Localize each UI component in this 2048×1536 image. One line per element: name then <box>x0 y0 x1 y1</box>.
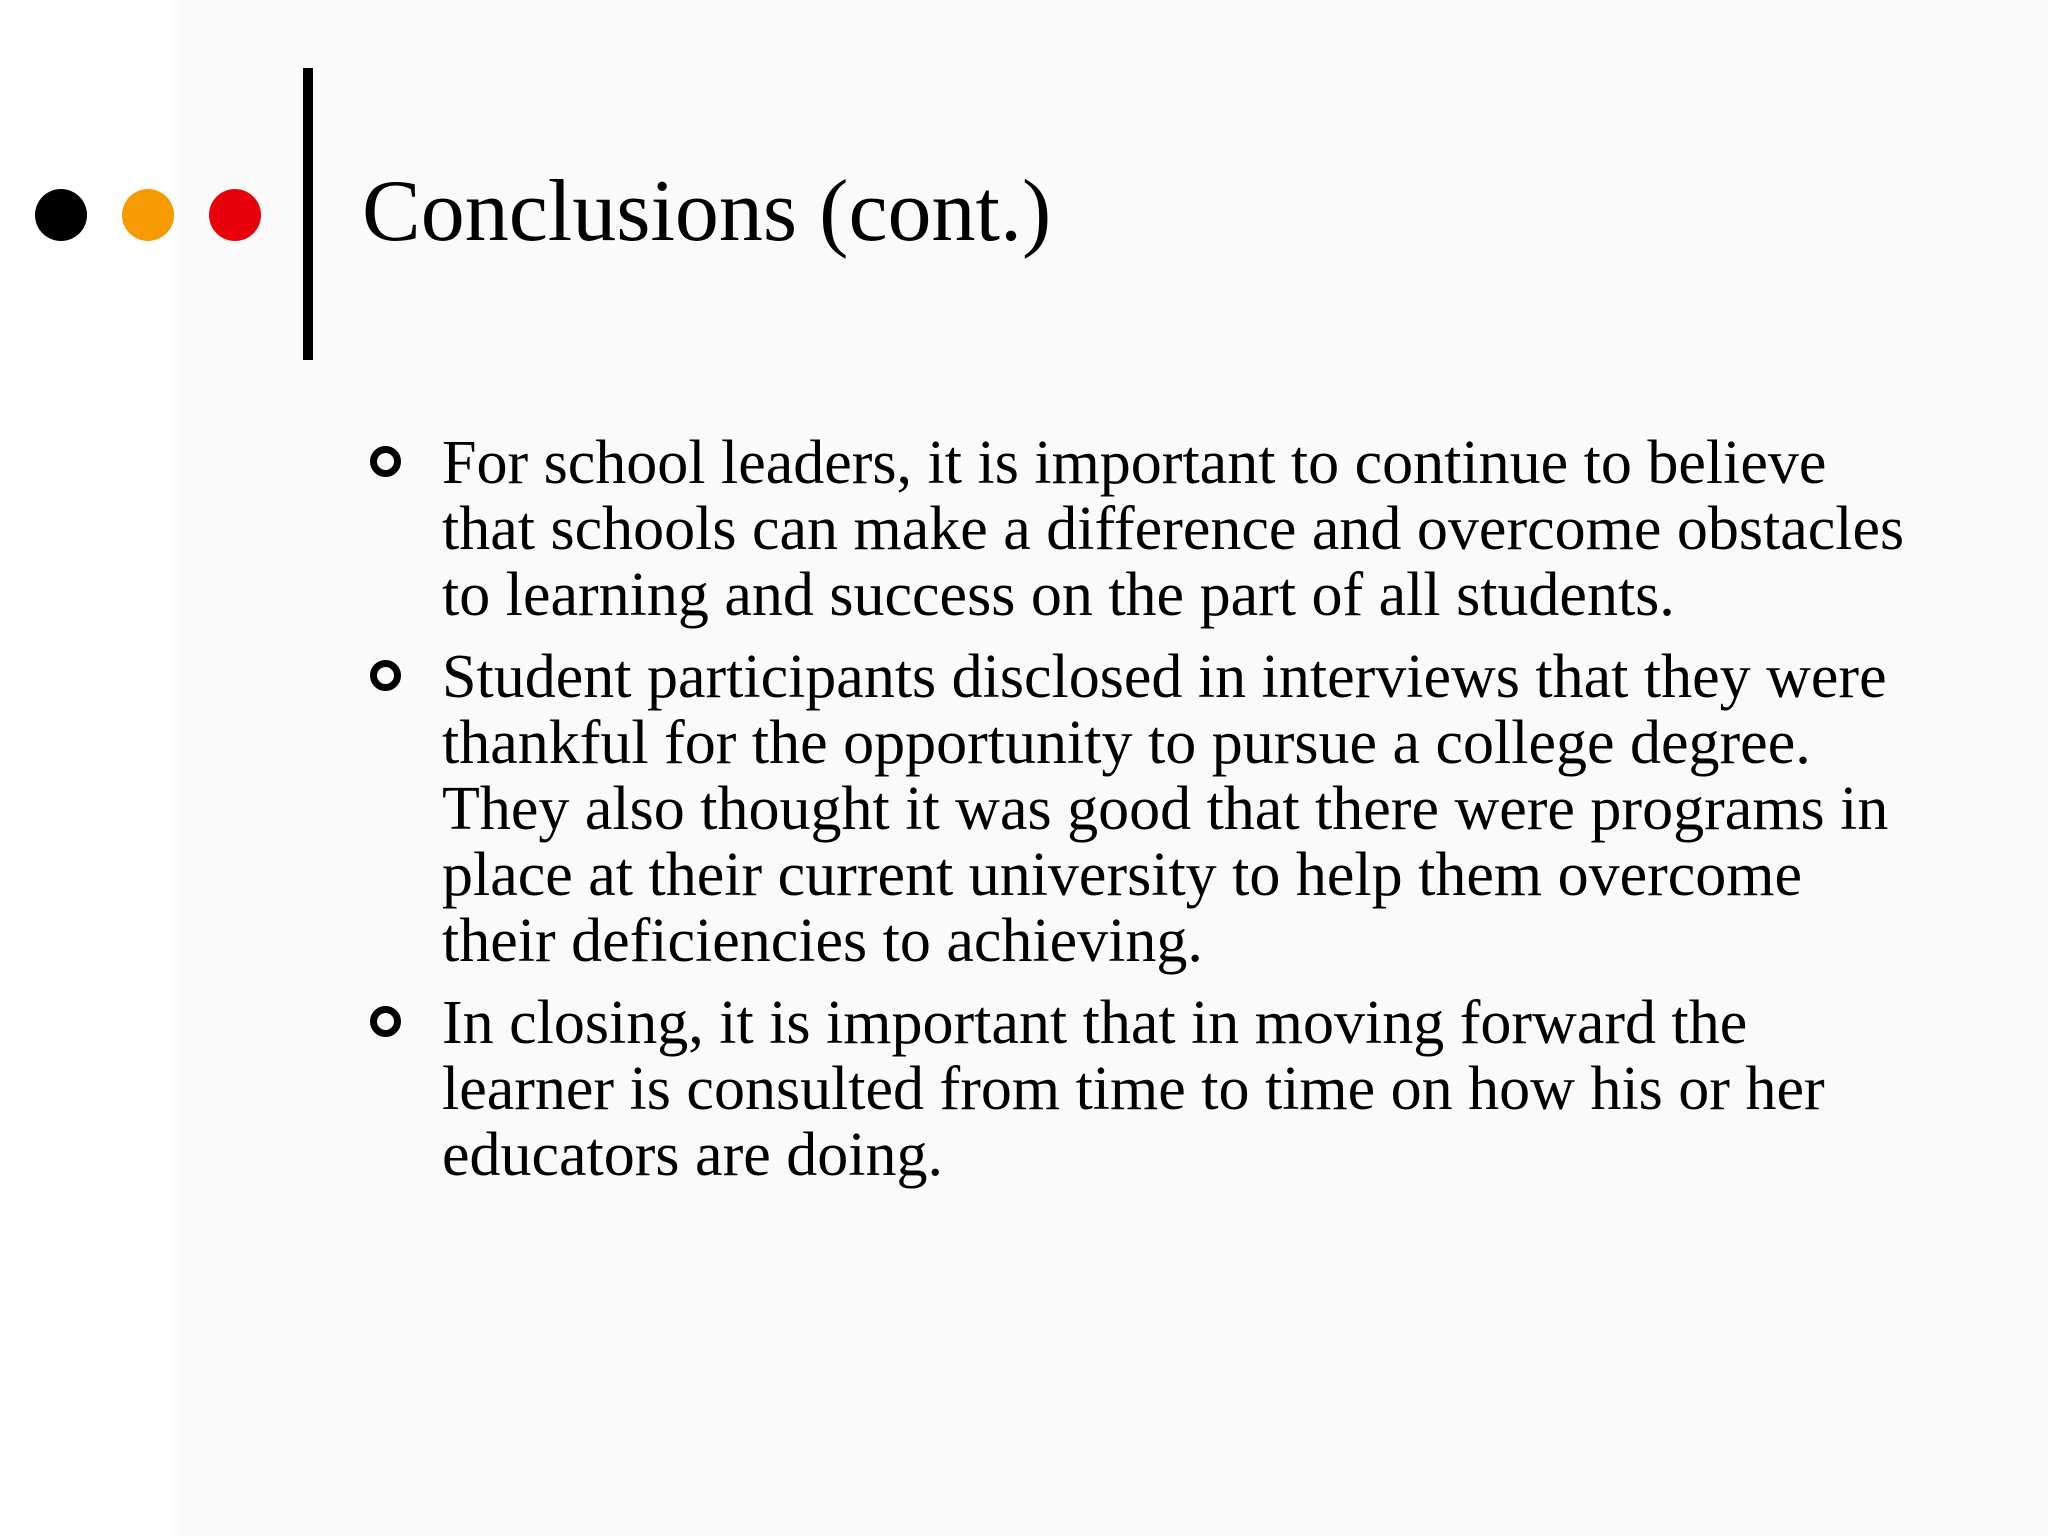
hollow-circle-bullet-icon <box>370 1006 401 1037</box>
bullet-item <box>366 644 1926 974</box>
bullet-item <box>366 990 1926 1188</box>
orange-dot-icon <box>122 189 174 241</box>
title-divider <box>303 68 313 360</box>
bullet-text: For school leaders, it is important to continue to believe that schools can make a difference and overcome obstacles to learning and success on the part of all students. <box>442 429 1905 629</box>
bullet-list <box>366 430 1926 1204</box>
bullet-text: In closing, it is important that in moving forward the learner is consulted from time to time on how his or her educators are doing. <box>442 989 1825 1189</box>
decorative-dots <box>35 189 265 241</box>
red-dot-icon <box>209 189 261 241</box>
bullet-item <box>366 430 1926 628</box>
bullet-text: Student participants disclosed in interviews that they were thankful for the opportunity to pursue a college degree. They also thought it was good that there were programs in place at their current university to help them overcome their deficiencies to achieving. <box>442 643 1889 975</box>
slide-title: Conclusions (cont.) <box>362 163 1052 260</box>
hollow-circle-bullet-icon <box>370 446 401 477</box>
hollow-circle-bullet-icon <box>370 660 401 691</box>
black-dot-icon <box>35 189 87 241</box>
